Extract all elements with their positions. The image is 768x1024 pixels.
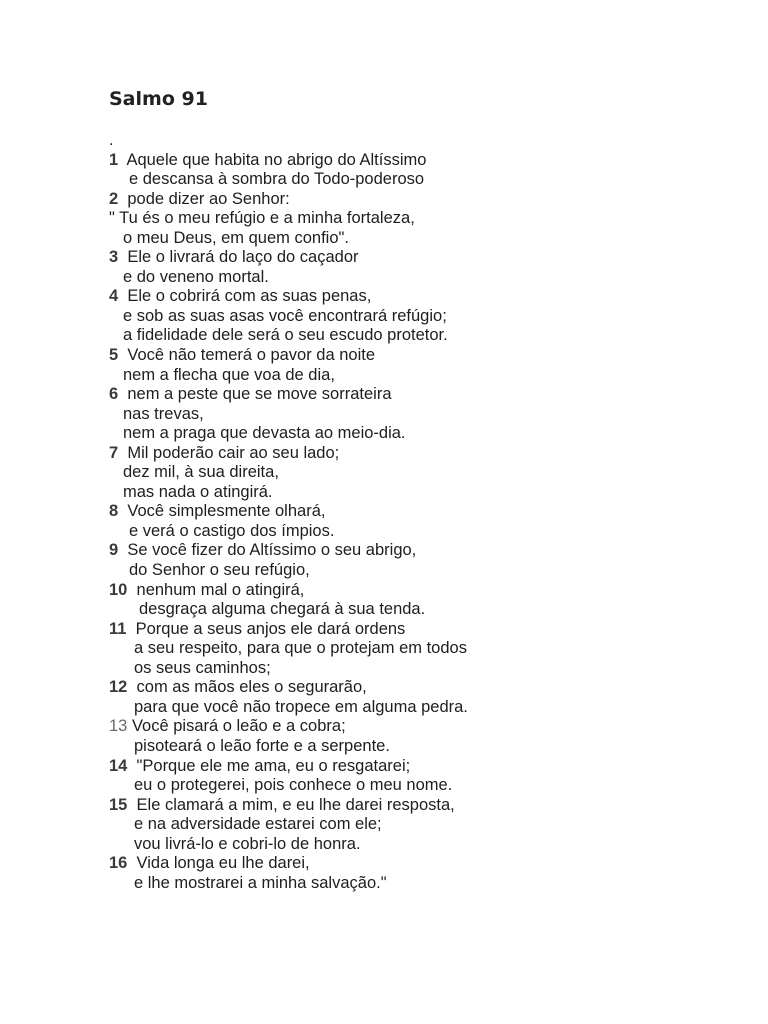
verse-line: a fidelidade dele será o seu escudo protetor. xyxy=(123,326,448,345)
verse-number: 3 xyxy=(109,248,119,267)
verse-text: Vida longa eu lhe darei, xyxy=(127,854,310,873)
verse-number: 12 xyxy=(109,678,128,697)
verse-line: e verá o castigo dos ímpios. xyxy=(129,521,335,540)
page-title: Salmo 91 xyxy=(109,88,208,110)
verse-2 xyxy=(109,190,749,210)
verse-text: pode dizer ao Senhor: xyxy=(118,189,290,208)
verse-text: Ele o livrará do laço do caçador xyxy=(118,248,359,267)
verse-text: Ele clamará a mim, e eu lhe darei resposta, xyxy=(127,795,455,814)
verse-line: vou livrá-lo e cobri-lo de honra. xyxy=(134,834,361,853)
verse-text: Você não temerá o pavor da noite xyxy=(118,346,376,365)
verse-number: 5 xyxy=(109,346,119,365)
verse-line: " Tu és o meu refúgio e a minha fortaleza, xyxy=(109,209,415,228)
verse-text: nem a peste que se move sorrateira xyxy=(118,385,392,404)
verse-line: os seus caminhos; xyxy=(134,658,271,677)
verse-10 xyxy=(109,581,749,601)
verse-13 xyxy=(109,717,749,737)
verse-line: e descansa à sombra do Todo-poderoso xyxy=(129,170,425,189)
verse-text: com as mãos eles o segurarão, xyxy=(127,678,367,697)
verse-number: 11 xyxy=(109,619,127,638)
verse-line: nem a flecha que voa de dia, xyxy=(123,365,335,384)
verse-number: 8 xyxy=(109,502,119,521)
verse-line: e sob as suas asas você encontrará refúgio; xyxy=(123,306,447,325)
verse-number: 7 xyxy=(109,443,119,462)
verse-5 xyxy=(109,346,749,366)
verse-12 xyxy=(109,678,749,698)
verse-line: desgraça alguma chegará à sua tenda. xyxy=(139,600,426,619)
psalm-text xyxy=(109,131,749,893)
verse-line: o meu Deus, em quem confio". xyxy=(123,228,349,247)
verse-line: e lhe mostrarei a minha salvação." xyxy=(134,873,387,892)
verse-line: a seu respeito, para que o protejam em todos xyxy=(134,639,467,658)
verse-text: "Porque ele me ama, eu o resgatarei; xyxy=(127,756,411,775)
verse-line: e do veneno mortal. xyxy=(123,267,269,286)
verse-number: 4 xyxy=(109,287,119,306)
verse-11 xyxy=(109,620,749,640)
verse-1 xyxy=(109,151,749,171)
verse-3 xyxy=(109,248,749,268)
verse-8 xyxy=(109,502,749,522)
verse-4 xyxy=(109,287,749,307)
verse-line: dez mil, à sua direita, xyxy=(123,463,279,482)
verse-text: Se você fizer do Altíssimo o seu abrigo, xyxy=(118,541,417,560)
verse-text: Aquele que habita no abrigo do Altíssimo xyxy=(118,150,427,169)
verse-15 xyxy=(109,796,749,816)
verse-line: pisoteará o leão forte e a serpente. xyxy=(134,736,390,755)
verse-line: nem a praga que devasta ao meio-dia. xyxy=(123,424,406,443)
verse-number: 16 xyxy=(109,854,128,873)
verse-number: 6 xyxy=(109,385,119,404)
verse-line: e na adversidade estarei com ele; xyxy=(134,815,382,834)
verse-marker: . xyxy=(109,131,114,149)
verse-number: 14 xyxy=(109,756,128,775)
verse-number: 13 xyxy=(109,717,128,736)
verse-text: nenhum mal o atingirá, xyxy=(127,580,305,599)
verse-number: 15 xyxy=(109,795,128,814)
verse-7 xyxy=(109,444,749,464)
verse-number: 9 xyxy=(109,541,119,560)
verse-14 xyxy=(109,757,749,777)
verse-line: nas trevas, xyxy=(123,404,204,423)
verse-line: mas nada o atingirá. xyxy=(123,482,273,501)
verse-number: 2 xyxy=(109,189,119,208)
verse-text: Mil poderão cair ao seu lado; xyxy=(118,443,340,462)
verse-text: Ele o cobrirá com as suas penas, xyxy=(118,287,372,306)
verse-number: 1 xyxy=(109,150,119,169)
verse-text: Você pisará o leão e a cobra; xyxy=(127,717,346,736)
verse-text: Porque a seus anjos ele dará ordens xyxy=(126,619,406,638)
verse-line: para que você não tropece em alguma pedra. xyxy=(134,697,468,716)
verse-line: eu o protegerei, pois conhece o meu nome. xyxy=(134,776,453,795)
verse-16 xyxy=(109,854,749,874)
verse-9 xyxy=(109,541,749,561)
verse-number: 10 xyxy=(109,580,128,599)
verse-text: Você simplesmente olhará, xyxy=(118,502,326,521)
verse-6 xyxy=(109,385,749,405)
verse-line: do Senhor o seu refúgio, xyxy=(129,561,310,580)
